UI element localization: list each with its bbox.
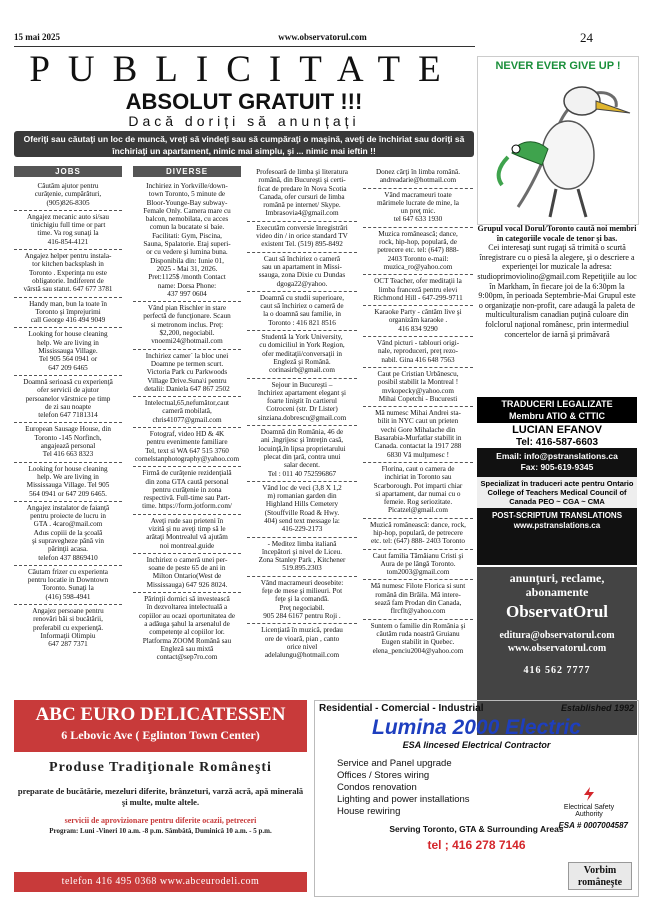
vorbim-romaneste-badge: Vorbim româneşte bbox=[568, 862, 632, 890]
classified-ad: Vând macrameuri deosebite: feţe de mese şi milieuri. Pot feţe şi la comandă. Preţ negociabil. 905 284 6167 pentru Roji . bbox=[247, 577, 357, 624]
lumina-service: Service and Panel upgrade bbox=[337, 758, 452, 769]
classified-ad: Fotograf, video HD & 4K pentru evenimente familiare Tel, text si WA 647 515 3760 cornelstanphotography@yahoo.com bbox=[133, 428, 241, 467]
classified-ad: Inchiriez in Yorkville/down- town Toronto, 5 minute de Bloor-Younge-Bay subway- Female Only. Camera mare cu balcon, nemobilata, cu acces comun la bucatate si baie. Facilitati: Gym, Piscina, Sauna, Spalatorie. Etaj superi- or cu vedere şi lumina buna. Disponibila din: Iunie 01, 2025 - Mai 31, 2026. Pret:1125$ /month Contact name: Dorsa Phone: 437 997 0604 bbox=[133, 180, 241, 302]
translator-phone[interactable]: Tel: 416-587-6603 bbox=[477, 437, 637, 448]
lumina-licensed: ESA lincesed Electrical Contractor bbox=[402, 740, 551, 750]
classified-ad: Muzica românească; dance, rock, hip-hop, populară, de petrecere etc. tel: (647) 888- 2403 Toronto e-mail: muzica_ro@yahoo.com bbox=[363, 228, 473, 275]
translator-fax: Fax: 905-619-9345 bbox=[520, 462, 594, 472]
abc-tagline: Produse Tradiţionale Româneşti bbox=[49, 760, 272, 775]
issue-date: 15 mai 2025 bbox=[14, 32, 60, 42]
classified-ad: Doamnă din România, 46 de ani ,îngrijesc şi întreţin casă, locuinţă,în lipsa proprietarului plecat din ţară, contra unui salar decent. Tel : 011 40 752596867 bbox=[247, 426, 357, 482]
obs-brand: ObservatOrul bbox=[506, 602, 608, 621]
classified-ad: Executăm conversie înregistrări video din / in orice standard TV existent Tel. (519) 895-8492 bbox=[247, 222, 357, 253]
classified-ad: Caut pe Cristian Urbănescu, posibil stabilit la Montreal ! mvkopecky@yahoo.com Mihai Copetchi - Bucuresti bbox=[363, 368, 473, 407]
site-url[interactable]: www.observatorul.com bbox=[278, 32, 367, 42]
choir-body: Cei interesaţi sunt rugaţi să trimită o scurtă înregistrare cu o piesă la alegere, şi o descriere a experienţei lor muzicale la adresa: studioprimoviolino@gmail.com Repetiţiile au loc în Markham, în fiecare joi de la 6:30pm la 9:00pm, în perioada Septembrie-Mai Grupul este o organizaţie non-profit, care adaugă la paleta de multiculturalism canadian puţină culoare din folclorul naţional românesc, prin intermediul concertelor de iarnă şi primăvară bbox=[477, 243, 637, 339]
translations-member: Membru ATIO & CTTIC bbox=[477, 411, 637, 423]
translator-company: POST-SCRIPTUM TRANSLATIONS bbox=[491, 511, 623, 520]
classified-ad: Vând loc de veci (3,8 X 1,2 m) romanian garden din Highland Hills Cemetery (Stouffville Road & Hwy. 404) send text message la: 416-229-2173 bbox=[247, 482, 357, 538]
page-subtitle-2: Dacă doriți să anunțați bbox=[128, 113, 360, 129]
ads-column-4 bbox=[363, 166, 473, 658]
classified-ad: Mă numesc Filote Florica si sunt română din Brăila. Mă intere- sează fam Prodan din Canada, flrcflt@yahoo.com bbox=[363, 580, 473, 619]
abc-name: ABC EURO DELICATESSEN bbox=[35, 704, 286, 725]
classified-ad: Vând macrameuri toate mărimele lucrate de mine, la un preţ mic. tel 647 633 1930 bbox=[363, 189, 473, 228]
choir-ad bbox=[477, 224, 637, 339]
lumina-header bbox=[315, 701, 638, 716]
esa-logo-text: Electrical Safety Authority bbox=[563, 804, 615, 818]
lumina-service: House rewiring bbox=[337, 806, 401, 817]
abc-hours: Program: Luni -Vineri 10 a.m. -8 p.m. Sâmbătă, Duminică 10 a.m. - 5 p.m. bbox=[49, 827, 272, 835]
page-title: PUBLICITATE bbox=[29, 49, 459, 90]
classified-ad: Căutăm ajutor pentru curăţenie, cumpărături, (905)826-8305 bbox=[14, 180, 122, 211]
obs-website[interactable]: www.observatorul.com bbox=[507, 643, 607, 654]
classified-ad: Firmă de curăţenie rezidenţială din zona GTA caută personal pentru curăţenie in zona respectivă. Full-time sau Part- time. https://form.jotform.com/ bbox=[133, 467, 241, 514]
classified-ad: Profesoară de limba şi literatura română, din Bucureşti şi certi- ficat de predare în Nova Scotia Canada, ofer cursuri de limba română pe internet/ Skype. Imbrasovia4@gmail.com bbox=[247, 166, 357, 222]
page-number: 24 bbox=[580, 30, 593, 45]
classified-ad: Licenţiată în muzică, predau ore de vioară, pian , canto orice nivel adelalungu@hotmail.com bbox=[261, 626, 343, 660]
jobs-column bbox=[14, 166, 122, 652]
abc-body bbox=[14, 752, 307, 835]
classified-ad: Vând pian Rischler in stare perfectă de funcţionare. Scaun si metronom inclus. Preţ: $2,200, negociabil. vnoemi24@hotmail.com bbox=[133, 302, 241, 349]
classified-ad: Mă numesc Mihai Andrei sta- bilit in NYC caut un prieten vechi Gore Mihalache din Basarabia-Murfatlar stabilit in Canada. contactat la 1917 288 6830 Vă mulţumesc ! bbox=[363, 407, 473, 463]
classified-ad: Caut să închiriez o cameră sau un apartament in Missi- ssauga, zona Dixie cu Dundas dgoga22@yahoo. bbox=[247, 253, 357, 292]
intro-banner: Oferiţi sau căutaţi un loc de muncă, vreţi să vindeţi sau să cumpăraţi o maşină, aveţi de închiriat sau doriţi să închiriaţi un apartament, nimic mai simplu, şi ... nimic mai ieftin !! bbox=[14, 131, 474, 157]
translator-email[interactable]: Email: info@pstranslations.ca bbox=[496, 451, 618, 461]
translations-ad bbox=[477, 397, 637, 565]
lumina-service: Offices / Stores wiring bbox=[337, 770, 430, 781]
classified-ad: Intelectual,65,nefumător,caut cameră mobilată, chris41077@gmail.com bbox=[133, 397, 241, 428]
never-give-up-poster bbox=[477, 56, 639, 225]
translator-specialization: Specializat în traduceri acte pentru Ontario College of Teachers Medical Council of Canada PEO ~ CGA ~ CMA bbox=[477, 477, 637, 508]
classified-ad: Părinţii dornici să investească în dezvoltarea intelectuală a copiilor au ocazi oportunitatea de a adăuga şahul la arsenalul de competenţe al copiilor lor. Platforma ZOOM Română sau Engleză sau mixtă contact@sep7ro.com bbox=[138, 595, 236, 662]
classified-ad: Karaoke Party - cântăm live şi organizăm karaoke . 416 834 9290 bbox=[363, 306, 473, 337]
col3-list bbox=[247, 166, 357, 662]
lumina-name: Lumina 2000 Electric bbox=[372, 716, 581, 739]
classified-ad: Doamnă serioasă cu experienţă ofer servicii de ajutor persoanelor vârstnice pe timp de zi sau noapte telefon 647 7181314 bbox=[14, 376, 122, 423]
classified-ad: Studentă la York University, cu domiciliul in York Region, ofer meditaţii/conversaţii in Engleză şi Română. corinasirb@gmail.com bbox=[247, 331, 357, 378]
classified-ad: Inchiriez camer` la bloc unei Doamne pe termen scurt. Victoria Park cu Parkwoods Village Drive.Suna\i pentru detalii: Daniela 647 867 2502 bbox=[133, 350, 241, 397]
lumina-electric-ad bbox=[314, 700, 639, 897]
lumina-service: Lighting and power installations bbox=[337, 794, 470, 805]
classified-ad: Angajez helper pentru instala- tor kitchen backsplash in Toronto . Experinţa nu este obligatorie. Indiferent de vârstă sau statut. 647 677 3781 bbox=[14, 250, 122, 297]
classified-ad: Looking for house cleaning help. We are living in Mississauga Village. Tel 905 564 0941 or 647 209 6465. bbox=[14, 463, 122, 502]
frog-heron-illustration bbox=[478, 57, 638, 224]
translator-name: LUCIAN EFANOV bbox=[477, 423, 637, 437]
esa-number: ESA # 0007004587 bbox=[558, 821, 628, 830]
diverse-column bbox=[133, 166, 241, 664]
abc-services: servicii de aprovizionare pentru diferite ocazii, petreceri bbox=[64, 816, 257, 825]
classified-ad: Florina, caut o camera de inchiriat in Toronto sau Scarborough. Pot imparti chiar si apartament, dar numai cu o femeie. Rog seriozitate. Picatzel@gmail.com bbox=[363, 463, 473, 519]
classified-ad: Sejour in Bucureşti – închiriez apartament elegant şi foarte liniştit în cartierul Cotroceni (str. Dr Lister) sinziana.dobrescu@gmail.com bbox=[247, 379, 357, 426]
col4-list bbox=[363, 166, 473, 658]
classified-ad: Doamnă cu studii superioare, caut să închiriez o cameră de la o doamnă sau familie, in Toronto : 416 821 8516 bbox=[247, 292, 357, 331]
obs-services: anunţuri, reclame, abonamente bbox=[509, 571, 605, 599]
classified-ad: Muzică românească: dance, rock, hip-hop, populară, de petrecere etc. tel: (647) 888- 2403 Toronto bbox=[363, 519, 473, 550]
lumina-phone[interactable]: tel ; 416 278 7146 bbox=[427, 838, 526, 852]
lumina-area: Serving Toronto, GTA & Surrounding Areas bbox=[389, 824, 564, 834]
translations-title: TRADUCERI LEGALIZATE bbox=[477, 397, 637, 411]
classified-ad: Caut familia Tămăianu Cristi şi Aura de pe lângă Toronto. tom2003@gmail.com bbox=[363, 550, 473, 581]
lumina-sectors: Residential - Comercial - Industrial bbox=[319, 703, 484, 714]
jobs-heading: JOBS bbox=[14, 166, 122, 177]
diverse-heading: DIVERSE bbox=[133, 166, 241, 177]
obs-phone: 416 562 7777 bbox=[523, 665, 591, 676]
ads-column-3 bbox=[247, 166, 357, 662]
header-rule bbox=[14, 46, 475, 47]
classified-ad: - Meditez limba italiană începători şi nivel de Liceu. Zona Stanley Park , Kitchener 519.895.2303 bbox=[247, 538, 357, 577]
classified-ad: Inchiriez o cameră unei per- soane de peste 65 de ani in Milton Ontario(West de Mississauga) 647 926 8024. bbox=[133, 554, 241, 593]
page-header bbox=[14, 32, 631, 46]
abc-products: preparate de bucătărie, mezeluri diferite, brânzeturi, varză acră, apă minerală şi multe, multe altele. bbox=[17, 786, 304, 807]
classified-ad: Aveţi rude sau prieteni în vizită şi nu aveţi timp să le arătaţi Montrealul vă ajutăm noi montreal.guide bbox=[133, 515, 241, 554]
esa-logo bbox=[554, 786, 624, 818]
classified-ad: Angajez instalator de faianţă pentru proiecte de lucru in GTA . 4caro@mail.com Adus copiii de la şcoală şi supravegheze până vin părinţii acasa. telefon 437 8869410 bbox=[14, 502, 122, 566]
abc-header bbox=[14, 700, 307, 752]
classified-ad: Suntem o familie din România şi căutăm ruda noastră Gruianu Eugen stabilit in Quebec. elena_penciu2004@yahoo.com bbox=[370, 621, 466, 655]
classified-ad: Donez cărţi în limba română. andreadarie@hotmail.com bbox=[363, 166, 473, 189]
jobs-list bbox=[14, 180, 122, 652]
classified-ad: Vând picturi - tablouri origi- nale, reproduceri, preţ rezo- nabil. Gina 416 648 7563 bbox=[363, 337, 473, 368]
classified-ad: Angajez persoane pentru renovări băi si bucătării, preferabil cu experienţă. Informaţii Olimpiu 647 287 7371 bbox=[32, 607, 104, 649]
classified-ad: European Sausage House, din Toronto -145 Norfinch, angajează personal Tel 416 663 8323 bbox=[14, 423, 122, 462]
classified-ad: Căutam frizer cu experienta pentru locatie in Downtown Toronto. Sunaţi la (416) 598-4941 bbox=[14, 566, 122, 605]
lumina-service: Condos renovation bbox=[337, 782, 417, 793]
lumina-established: Established 1992 bbox=[560, 703, 634, 713]
poster-slogan: NEVER EVER GIVE UP ! bbox=[495, 60, 621, 72]
choir-lead: Grupul vocal Dorul/Toronto caută noi membri în categoriile vocale de tenor şi bas. bbox=[477, 224, 637, 243]
classified-ad: Angajez mecanic auto si/sau tinichigiu full time or part time. Va rog sunaţi la 416-854-4121 bbox=[14, 211, 122, 250]
lightning-icon bbox=[581, 786, 597, 802]
abc-address: 6 Lebovic Ave ( Eglinton Town Center) bbox=[61, 728, 260, 742]
abc-delicatessen-ad bbox=[14, 700, 307, 892]
translator-website[interactable]: www.pstranslations.ca bbox=[513, 521, 601, 530]
abc-contact[interactable]: telefon 416 495 0368 www.abceurodeli.com bbox=[14, 872, 307, 892]
classified-ad: Handy man, bun la toate în Toronto şi împrejurimi call George 416 494 9049 bbox=[14, 298, 122, 329]
classified-ad: OCT Teacher, ofer meditaţii la limba franceză pentru elevi Richmond Hill - 647-299-9711 bbox=[363, 275, 473, 306]
classified-ad: Looking for house cleaning help. We are living in Mississauga Village. Tel 905 564 0941 or 647 209 6465 bbox=[14, 328, 122, 375]
page-subtitle: ABSOLUT GRATUIT !!! bbox=[125, 89, 363, 114]
diverse-list bbox=[133, 180, 241, 664]
obs-email[interactable]: editura@observatorul.com bbox=[499, 630, 615, 641]
